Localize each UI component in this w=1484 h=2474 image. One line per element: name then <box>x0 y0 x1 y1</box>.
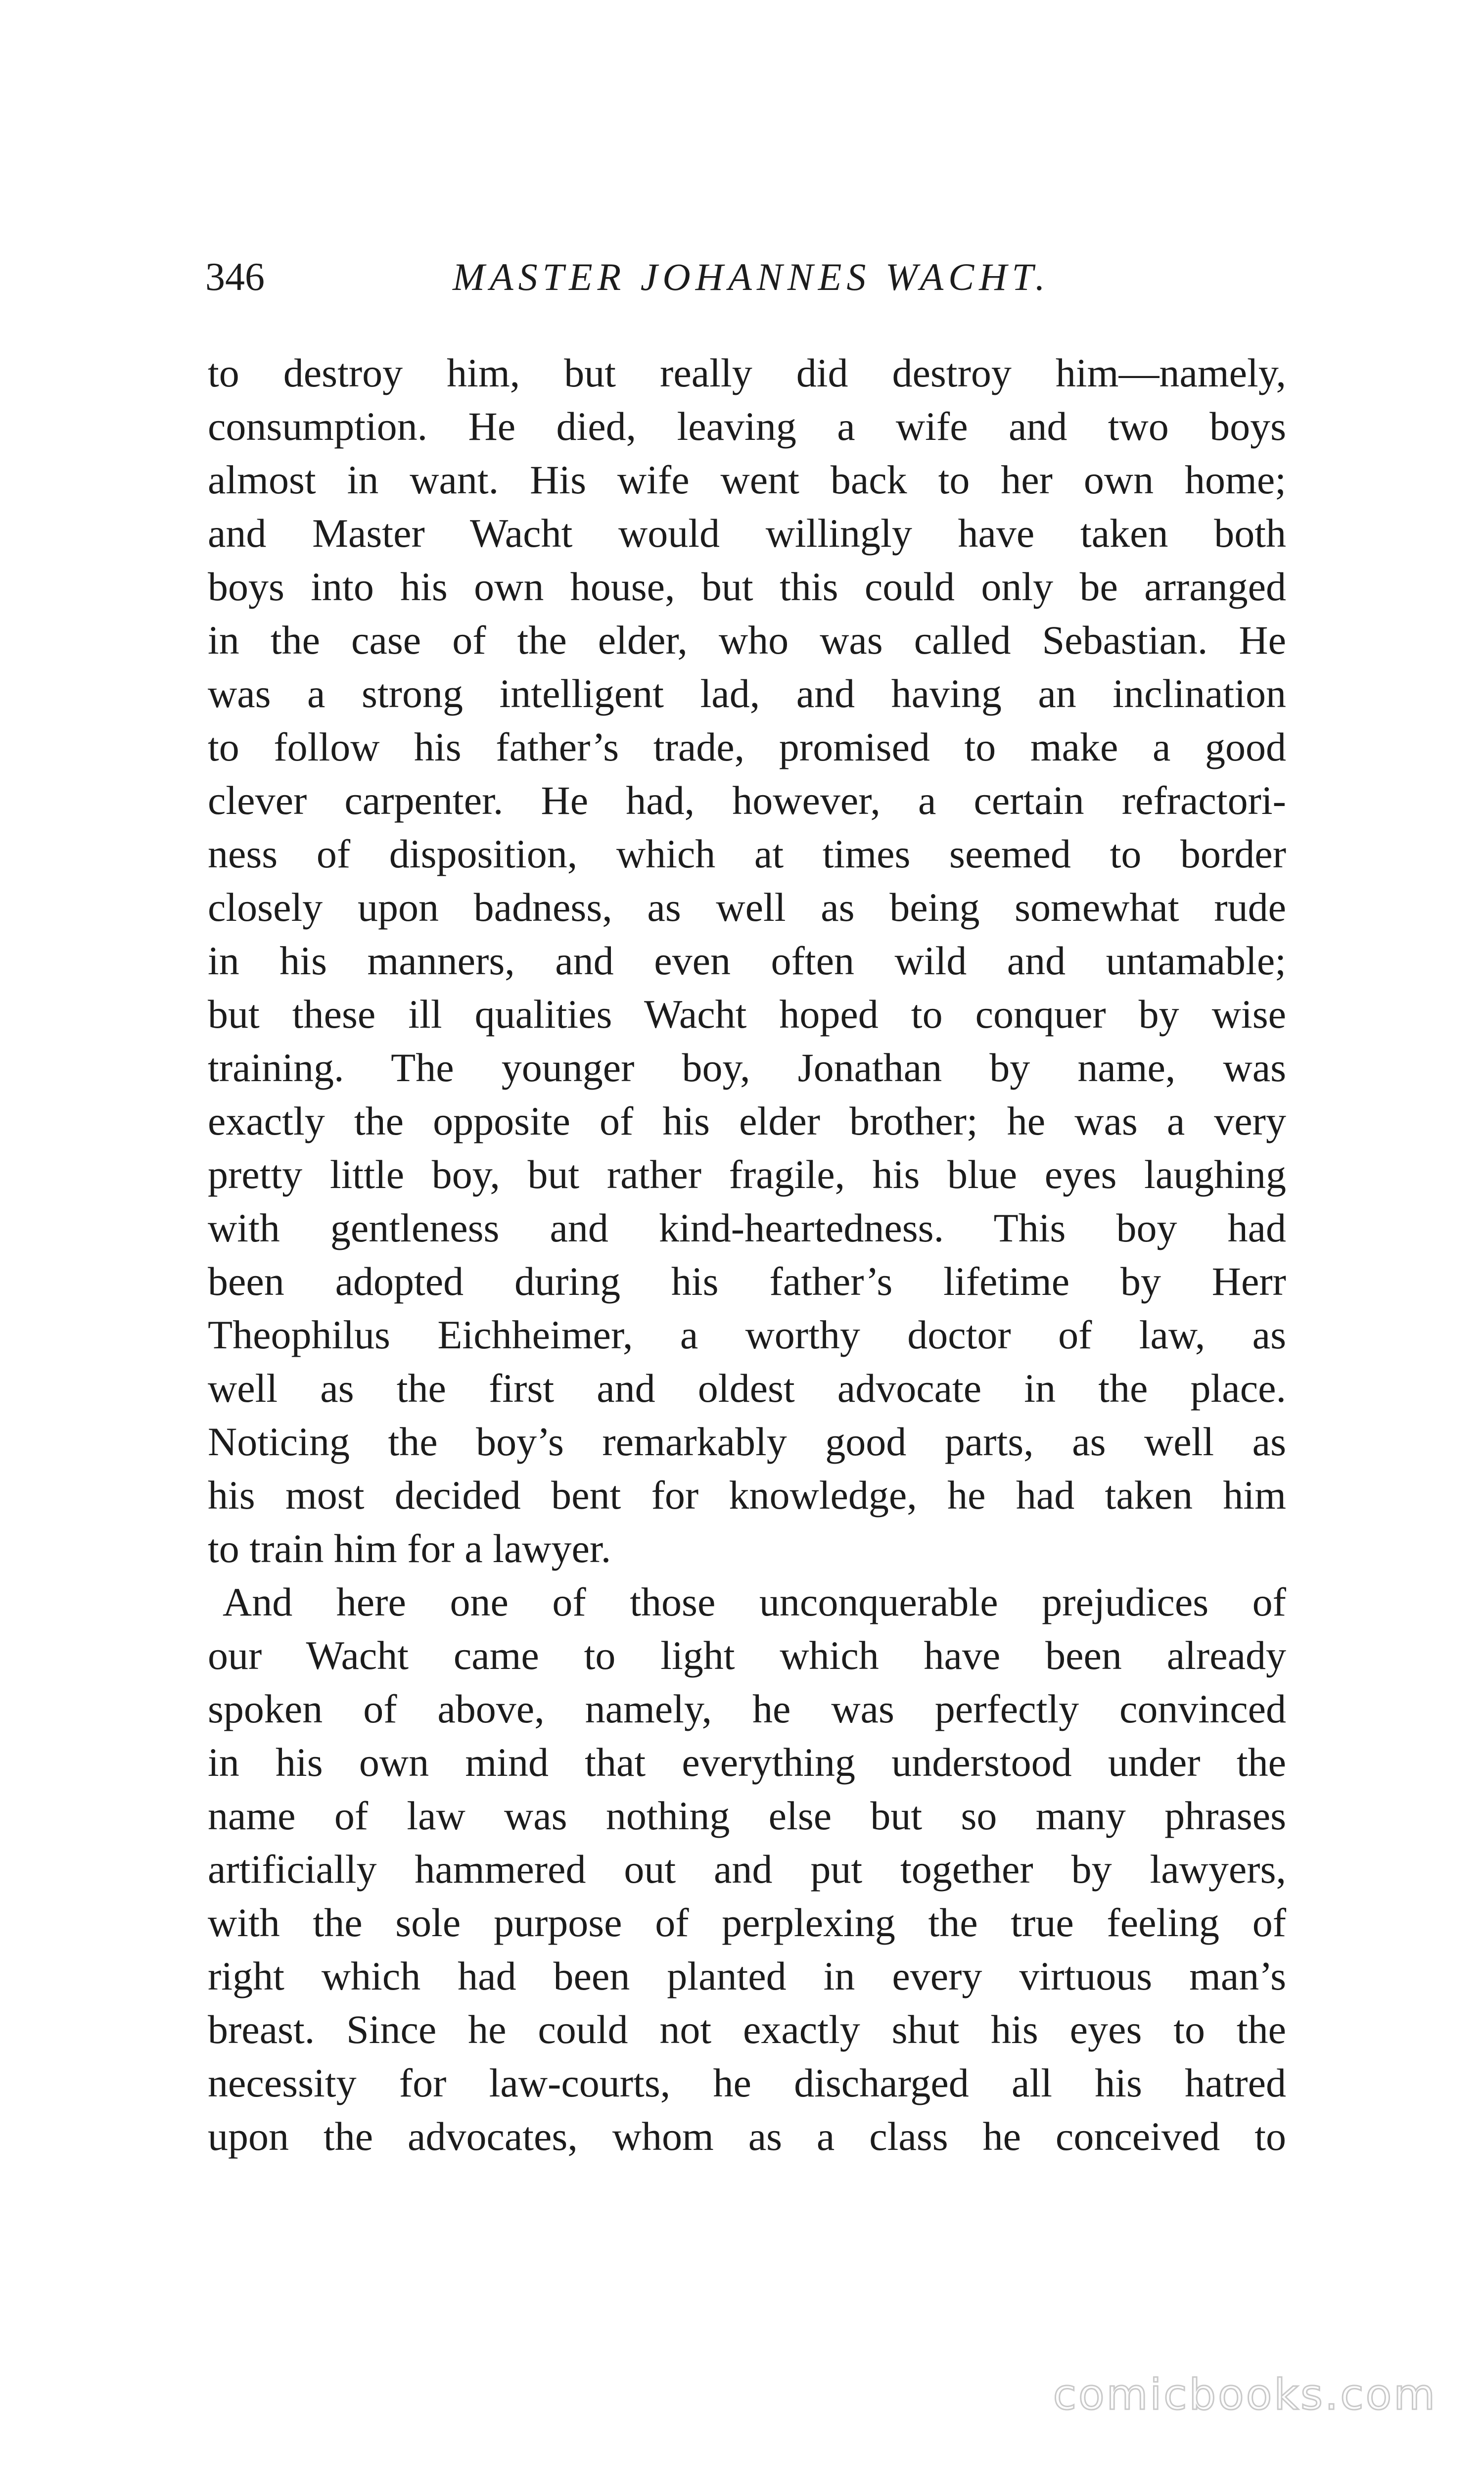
text-line: training. The younger boy, Jonathan by name, was <box>208 1045 1286 1090</box>
text-line: almost in want. His wife went back to her own home; <box>208 457 1286 502</box>
watermark: comicbooks.com <box>1053 2370 1437 2420</box>
text-line: exactly the opposite of his elder brother; he was a very <box>208 1098 1286 1143</box>
text-line: clever carpenter. He had, however, a certain refractori- <box>208 778 1286 823</box>
text-line: boys into his own house, but this could only be arranged <box>208 564 1286 609</box>
text-line: but these ill qualities Wacht hoped to conquer by wise <box>208 992 1286 1037</box>
body-text <box>208 346 1286 2163</box>
text-line: upon the advocates, whom as a class he conceived to <box>208 2114 1286 2159</box>
text-line: name of law was nothing else but so many phrases <box>208 1793 1286 1838</box>
text-line: well as the first and oldest advocate in the place. <box>208 1366 1286 1411</box>
page-number: 346 <box>205 255 265 299</box>
running-title: MASTER JOHANNES WACHT. <box>453 255 1050 298</box>
text-line: been adopted during his father’s lifetime by Herr <box>208 1259 1286 1304</box>
text-line: to follow his father’s trade, promised to make a good <box>208 724 1286 769</box>
page-header <box>205 255 1294 314</box>
text-line: necessity for law-courts, he discharged all his hatred <box>208 2060 1286 2105</box>
text-line: our Wacht came to light which have been already <box>208 1633 1286 1678</box>
text-line: artificially hammered out and put together by lawyers, <box>208 1847 1286 1892</box>
text-line: spoken of above, namely, he was perfectly convinced <box>208 1686 1286 1731</box>
paragraph-end-line: to train him for a lawyer. <box>208 1526 611 1571</box>
text-line: in the case of the elder, who was called Sebastian. He <box>208 618 1286 663</box>
text-line: his most decided bent for knowledge, he had taken him <box>208 1473 1286 1518</box>
text-line: to destroy him, but really did destroy him—namely, <box>208 350 1286 395</box>
text-line: Theophilus Eichheimer, a worthy doctor of law, as <box>208 1312 1286 1357</box>
text-line: closely upon badness, as well as being somewhat rude <box>208 885 1286 930</box>
text-line: and Master Wacht would willingly have taken both <box>208 511 1286 556</box>
text-line: consumption. He died, leaving a wife and two boys <box>208 404 1286 449</box>
text-line: ness of disposition, which at times seemed to border <box>208 831 1286 876</box>
paragraph-start-line: And here one of those unconquerable prejudices of <box>223 1579 1286 1624</box>
text-line: with gentleness and kind-heartedness. This boy had <box>208 1205 1286 1250</box>
text-line: pretty little boy, but rather fragile, his blue eyes laughing <box>208 1152 1286 1197</box>
text-line: was a strong intelligent lad, and having an inclination <box>208 671 1286 716</box>
text-line: in his own mind that everything understood under the <box>208 1740 1286 1785</box>
text-line: breast. Since he could not exactly shut his eyes to the <box>208 2007 1286 2052</box>
text-line: in his manners, and even often wild and untamable; <box>208 938 1286 983</box>
text-line: Noticing the boy’s remarkably good parts, as well as <box>208 1419 1286 1464</box>
text-line: with the sole purpose of perplexing the true feeling of <box>208 1900 1286 1945</box>
text-line: right which had been planted in every virtuous man’s <box>208 1953 1286 1998</box>
